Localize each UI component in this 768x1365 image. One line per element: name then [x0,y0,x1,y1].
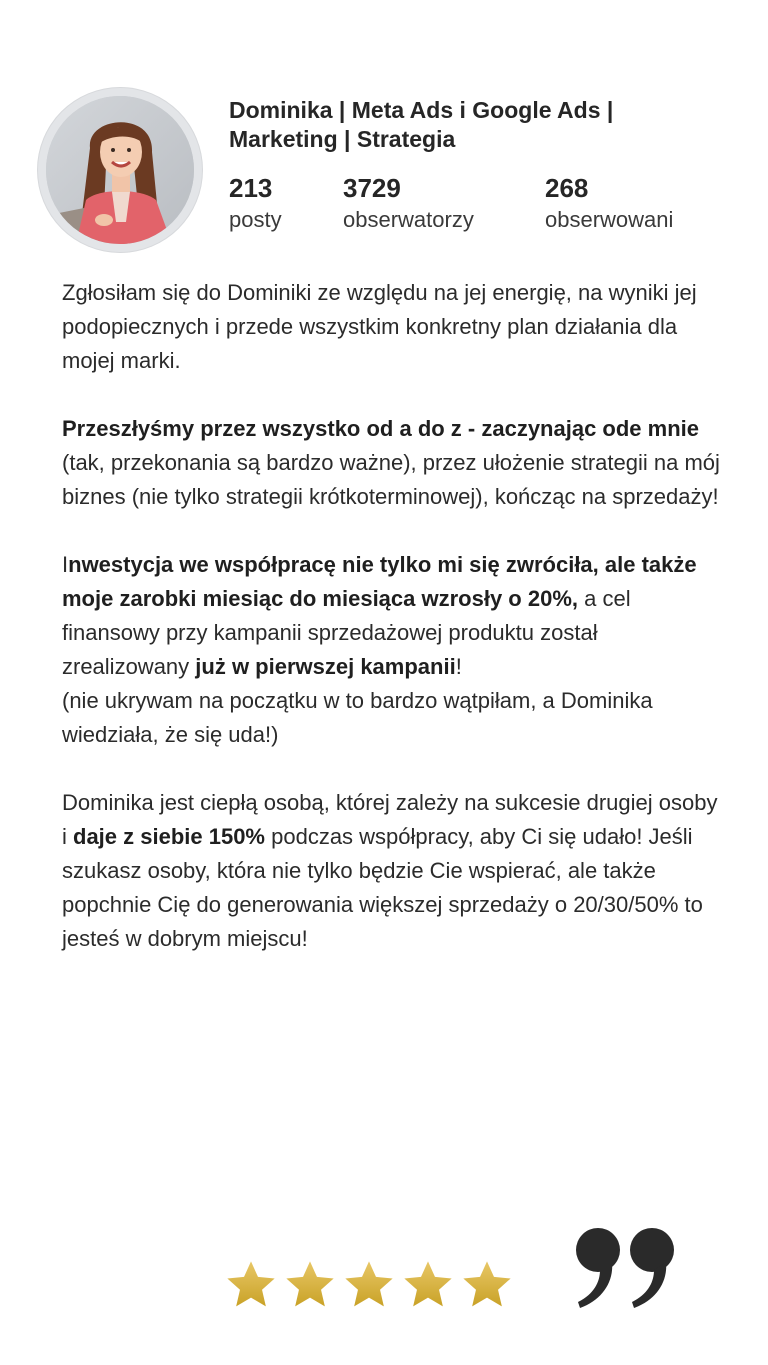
profile-photo [46,96,194,244]
testimonial-paragraph-3 [62,548,722,752]
paragraph-4-rest: podczas współpracy, aby Ci się udało! Jeśli szukasz osoby, która nie tylko będzie Cie wspierać, ale także popchnie Cię do generowania większej sprzedaży o 20/30/50% to jesteś w dobrym miejscu! [62,824,703,951]
following-label: obserwowani [545,207,674,232]
avatar[interactable] [38,88,202,252]
following-count: 268 [545,173,589,203]
testimonial-paragraph-1 [62,276,722,378]
paragraph-3-bold-2: już w pierwszej kampanii [195,654,456,679]
star-icon [224,1258,278,1312]
followers-count: 3729 [343,173,401,203]
star-icon [460,1258,514,1312]
paragraph-4-text: Dominika jest ciepłą osobą, której zależy na sukcesie drugiej osoby i [62,790,718,849]
testimonial-text [62,276,722,990]
paragraph-2-bold: Przeszłyśmy przez wszystko od a do z - zaczynając ode mnie [62,416,700,441]
paragraph-3-initial: I [62,552,69,577]
stat-posts[interactable] [229,173,282,235]
paragraph-3-bold-1: nwestycja we współpracę nie tylko mi się zwróciła, ale także moje zarobki miesiąc do miesiąca wzrosły o 20%, [62,552,697,611]
stat-followers[interactable] [343,173,474,235]
closing-quote-icon [570,1222,682,1310]
star-icon [401,1258,455,1312]
testimonial-paragraph-2 [62,412,722,514]
followers-label: obserwatorzy [343,207,474,232]
star-icon [342,1258,396,1312]
testimonial-paragraph-4 [62,786,722,956]
star-rating [224,1258,514,1318]
paragraph-3-end: ! [455,654,462,679]
profile-header [38,88,728,258]
paragraph-3-text: a cel finansowy przy kampanii sprzedażowej produktu został zrealizowany [62,586,631,679]
paragraph-1-text: Zgłosiłam się do Dominiki ze względu na jej energię, na wyniki jej podopiecznych i przede wszystkim konkretny plan działania dla mojej marki. [62,280,697,373]
paragraph-4-bold: daje z siebie 150% [73,824,265,849]
paragraph-2-text: (tak, przekonania są bardzo ważne), przez ułożenie strategii na mój biznes (nie tylko strategii krótkoterminowej), kończąc na sprzedaży! [62,450,720,509]
paragraph-3-note: (nie ukrywam na początku w to bardzo wątpiłam, a Dominika wiedziała, że się uda!) [62,688,653,747]
posts-label: posty [229,207,282,232]
star-icon [283,1258,337,1312]
stat-following[interactable] [545,173,673,235]
posts-count: 213 [229,173,273,203]
profile-name[interactable]: Dominika | Meta Ads i Google Ads | Marketing | Strategia [229,97,614,152]
